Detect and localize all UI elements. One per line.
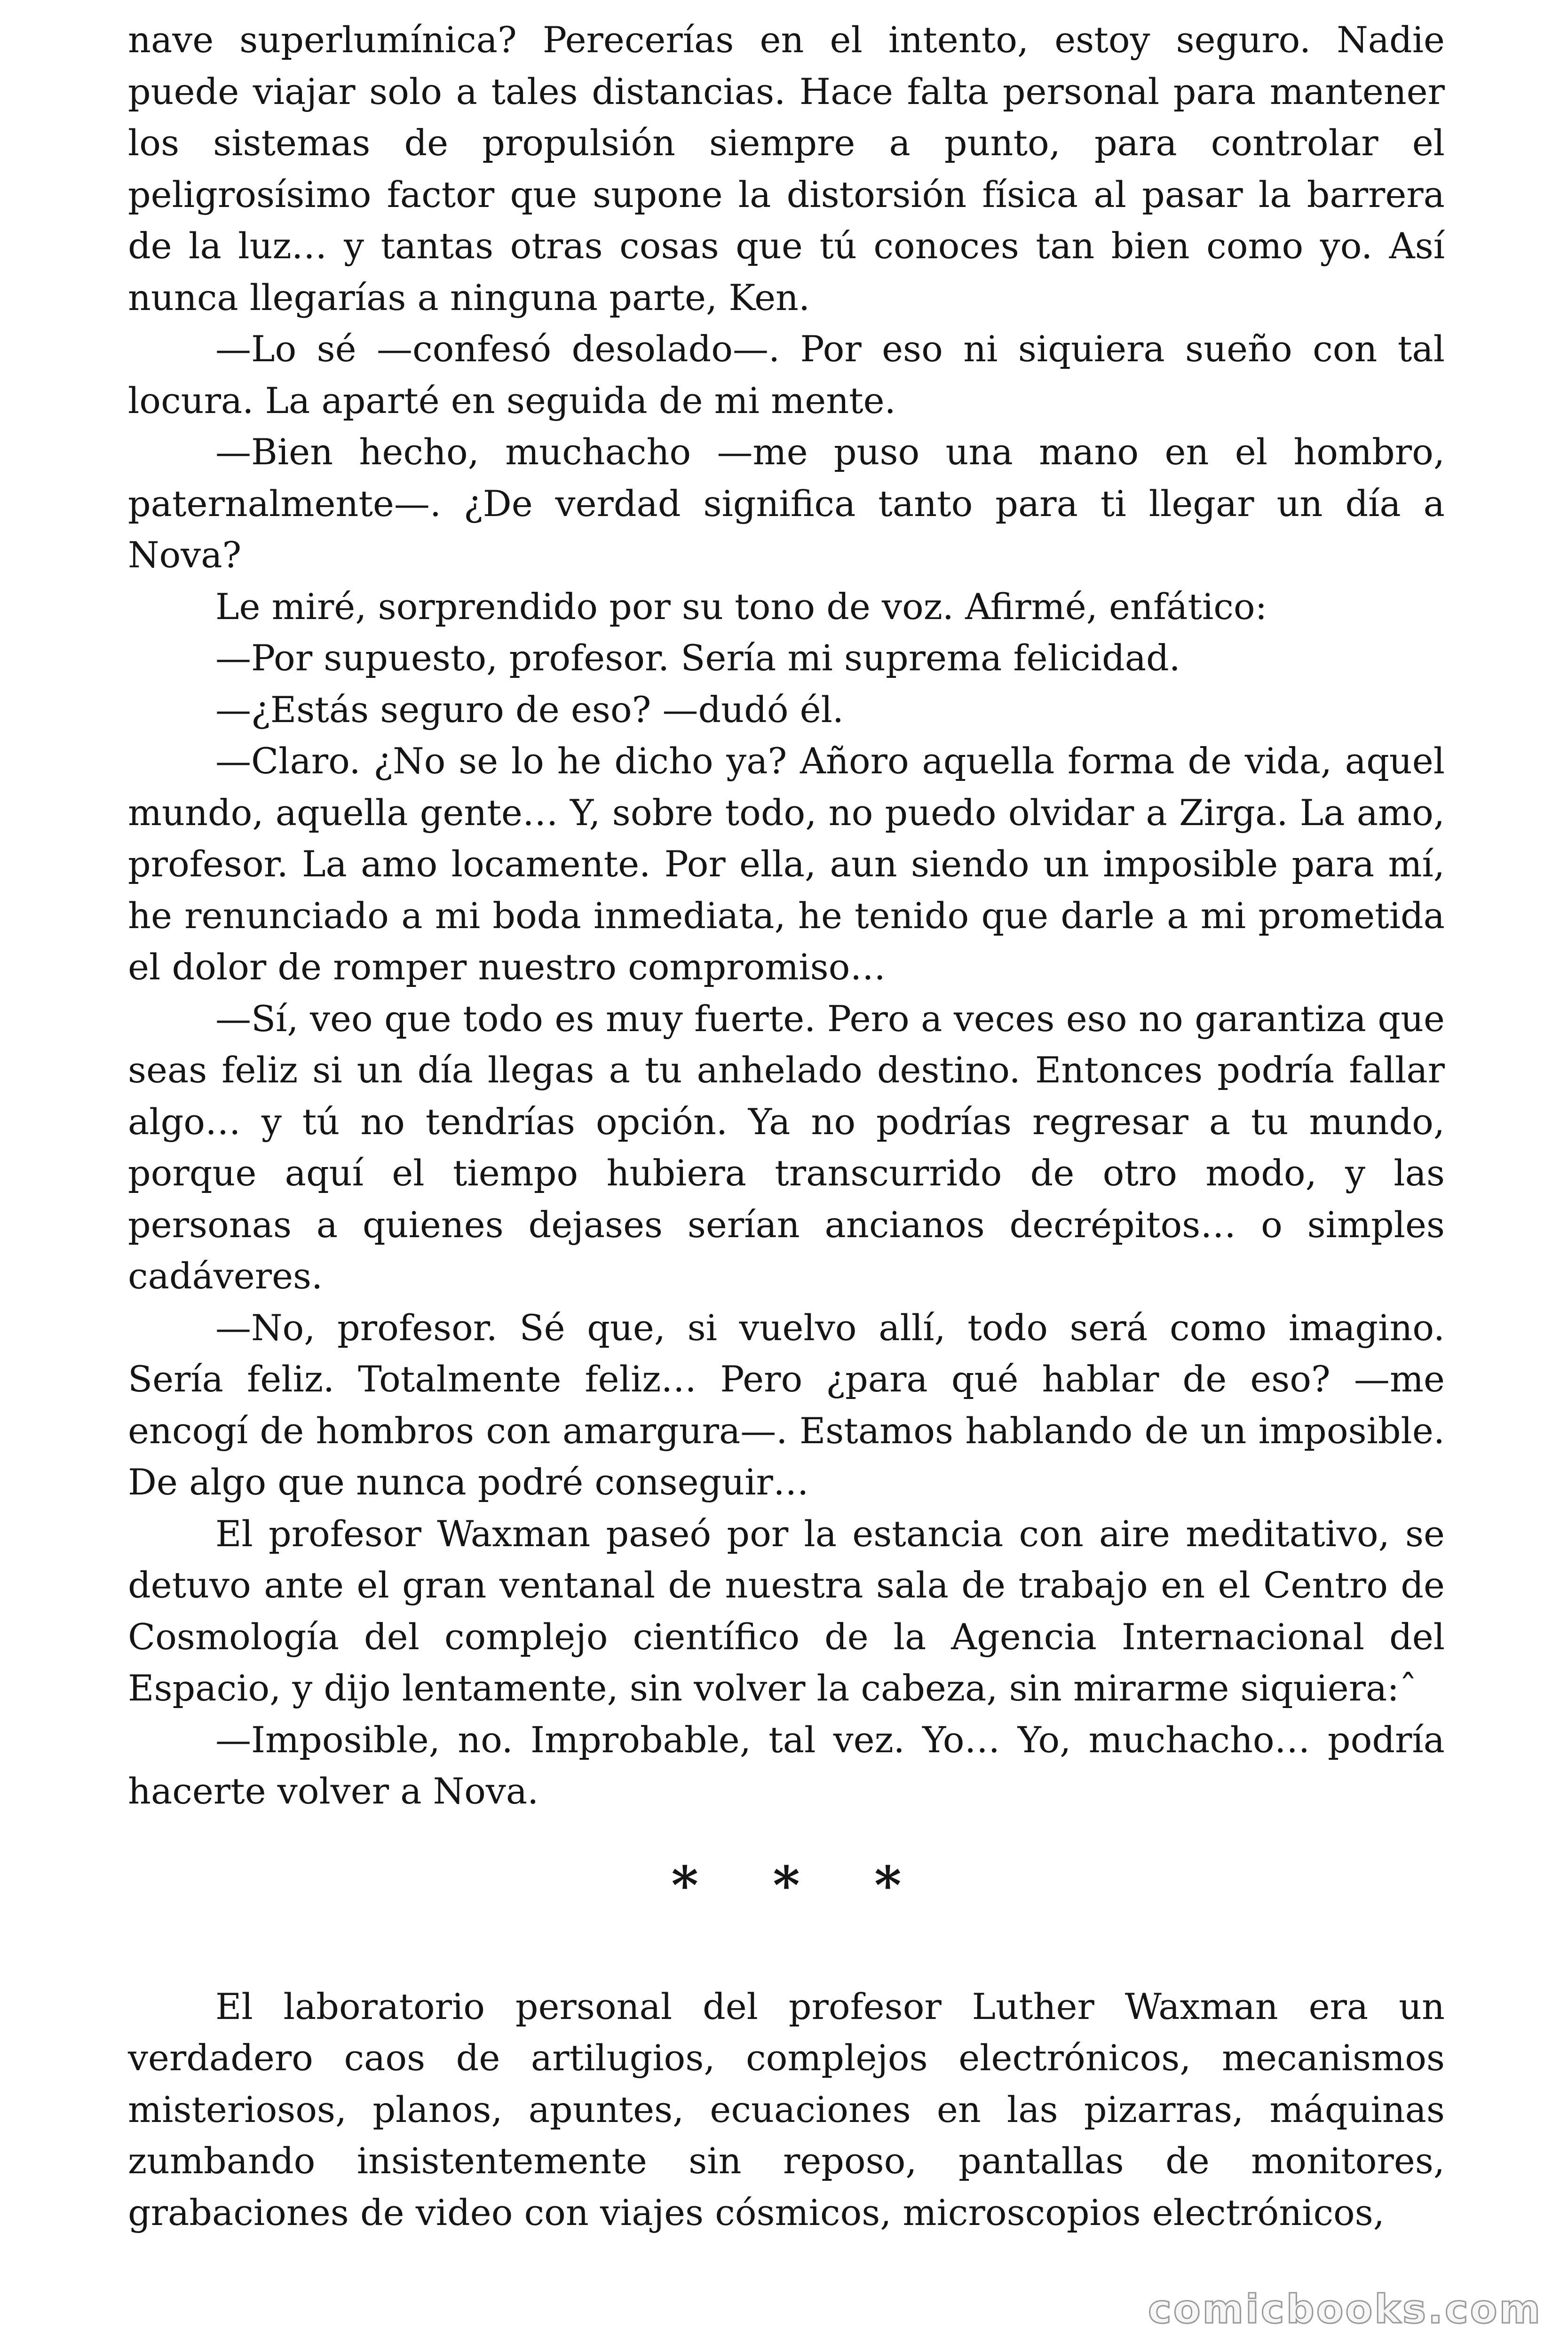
dialogue-paragraph: —Por supuesto, profesor. Sería mi suprema felicidad. <box>215 637 1180 679</box>
section-separator: * * * <box>671 1854 930 1915</box>
dialogue-paragraph: —No, profesor. Sé que, si vuelvo allí, todo será como imagino. Sería feliz. Totalmente feliz… Pero ¿para qué hablar de eso? —me encogí de hombros con amargura—. Estamos hablando de un imposible. De algo que nunca podré conseguir… <box>128 1306 1445 1503</box>
dialogue-paragraph: —Claro. ¿No se lo he dicho ya? Añoro aquella forma de vida, aquel mundo, aquella gente… Y, sobre todo, no puedo olvidar a Zirga. La amo, profesor. La amo locamente. Por ella, aun siendo un imposible para mí, he renunciado a mi boda inmediata, he tenido que darle a mi prometida el dolor de romper nuestro compromiso… <box>128 740 1445 988</box>
dialogue-paragraph: —¿Estás seguro de eso? —dudó él. <box>215 688 844 731</box>
narrative-paragraph: El profesor Waxman paseó por la estancia con aire meditativo, se detuvo ante el gran ventanal de nuestra sala de trabajo en el Centro de Cosmología del complejo científico de la Agencia Internacional del Espacio, y dijo lentamente, sin volver la cabeza, sin mirarme siquiera:ˆ <box>128 1512 1445 1709</box>
dialogue-paragraph: —Imposible, no. Improbable, tal vez. Yo… Yo, muchacho… podría hacerte volver a Nova. <box>128 1718 1445 1812</box>
book-page <box>128 14 1445 2238</box>
section-opening-paragraph: El laboratorio personal del profesor Luther Waxman era un verdadero caos de artilugios, complejos electrónicos, mecanismos misteriosos, planos, apuntes, ecuaciones en las pizarras, máquinas zumbando insistentemente sin reposo, pantallas de monitores, grabaciones de video con viajes cósmicos, microscopios electrónicos, <box>128 1985 1445 2233</box>
paragraph-continuation: nave superlumínica? Perecerías en el intento, estoy seguro. Nadie puede viajar solo a tales distancias. Hace falta personal para mantener los sistemas de propulsión siempre a punto, para controlar el peligrosísimo factor que supone la distorsión física al pasar la barrera de la luz… y tantas otras cosas que tú conoces tan bien como yo. Así nunca llegarías a ninguna parte, Ken. <box>128 19 1445 318</box>
dialogue-paragraph: —Sí, veo que todo es muy fuerte. Pero a veces eso no garantiza que seas feliz si un día llegas a tu anhelado destino. Entonces podría fallar algo… y tú no tendrías opción. Ya no podrías regresar a tu mundo, porque aquí el tiempo hubiera transcurrido de otro modo, y las personas a quienes dejases serían ancianos decrépitos… o simples cadáveres. <box>128 997 1445 1297</box>
narrative-paragraph: Le miré, sorprendido por su tono de voz. Afirmé, enfático: <box>215 585 1267 628</box>
dialogue-paragraph: —Bien hecho, muchacho —me puso una mano en el hombro, paternalmente—. ¿De verdad significa tanto para ti llegar un día a Nova? <box>128 431 1445 576</box>
dialogue-paragraph: —Lo sé —confesó desolado—. Por eso ni siquiera sueño con tal locura. La aparté en seguida de mi mente. <box>128 328 1445 421</box>
watermark: comicbooks.com <box>1148 2286 1542 2332</box>
